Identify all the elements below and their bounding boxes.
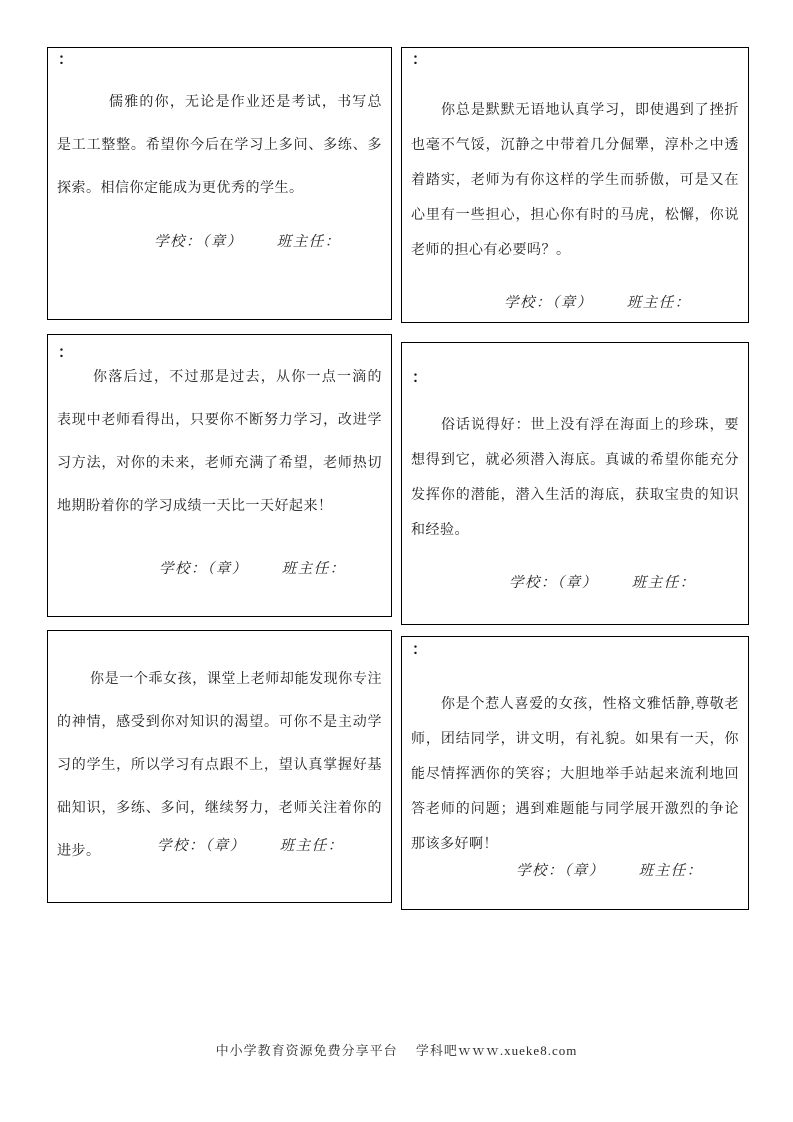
comment-card-2: [401, 47, 749, 323]
school-seal-label: 学校：（章）: [509, 575, 598, 591]
school-seal-label: 学校：（章）: [516, 863, 605, 879]
signature-line: [154, 230, 341, 251]
head-teacher-label: 班主任：: [281, 561, 346, 577]
signature-line: [504, 291, 691, 312]
comment-text: 你是个惹人喜爱的女孩，性格文雅恬静,尊敬老师，团结同学，讲文明，有礼貌。如果有一天，你能尽情挥洒你的笑容；大胆地举手站起来流利地回答老师的问题；遇到难题能与同学展开激烈的争论那该多好啊！: [411, 697, 739, 852]
head-teacher-label: 班主任：: [638, 863, 703, 879]
signature-line: [157, 834, 344, 855]
school-seal-label: 学校：（章）: [504, 295, 593, 311]
signature-line: [516, 859, 703, 880]
footer-text: 中小学教育资源免费分享平台 学科吧ｗｗｗ.xueke8.com: [215, 1043, 578, 1058]
comment-card-6: [401, 636, 749, 910]
comment-text: 儒雅的你，无论是作业还是考试，书写总是工工整整。希望你今后在学习上多问、多练、多探索。相信你定能成为更优秀的学生。: [57, 95, 382, 196]
head-teacher-label: 班主任：: [631, 575, 696, 591]
comment-colon: ：: [412, 370, 428, 386]
comment-text: 你总是默默无语地认真学习，即使遇到了挫折也毫不气馁，沉静之中带着几分倔犟，淳朴之中透着踏实，老师为有你这样的学生而骄傲，可是又在心里有一些担心，担心你有时的马虎，松懈，你说老师的担心有必要吗？。: [411, 103, 739, 258]
head-teacher-label: 班主任：: [276, 234, 341, 250]
comment-text: 俗话说得好：世上没有浮在海面上的珍珠，要想得到它，就必须潜入海底。真诚的希望你能充分发挥你的潜能，潜入生活的海底，获取宝贵的知识和经验。: [411, 418, 739, 538]
school-seal-label: 学校：（章）: [154, 234, 243, 250]
comment-colon: ：: [58, 52, 74, 68]
comment-text: 你落后过，不过那是过去，从你一点一滴的表现中老师看得出，只要你不断努力学习，改进学习方法，对你的未来，老师充满了希望，老师热切地期盼着你的学习成绩一天比一天好起来！: [57, 370, 382, 514]
signature-line: [509, 571, 696, 592]
comment-card-1: [47, 47, 392, 320]
school-seal-label: 学校：（章）: [159, 561, 248, 577]
school-seal-label: 学校：（章）: [157, 838, 246, 854]
head-teacher-label: 班主任：: [279, 838, 344, 854]
signature-line: [159, 557, 346, 578]
comment-text: 你是一个乖女孩，课堂上老师却能发现你专注的神情，感受到你对知识的渴望。可你不是主动学习的学生，所以学习有点跟不上，望认真掌握好基础知识，多练、多问，继续努力，老师关注着你的进步。: [57, 672, 382, 859]
comment-card-4: [401, 342, 749, 625]
comment-colon: ：: [412, 52, 428, 68]
head-teacher-label: 班主任：: [626, 295, 691, 311]
comment-colon: ：: [58, 345, 74, 361]
comment-colon: ：: [412, 642, 428, 658]
comment-card-5: [47, 630, 392, 903]
comment-card-3: [47, 334, 392, 617]
